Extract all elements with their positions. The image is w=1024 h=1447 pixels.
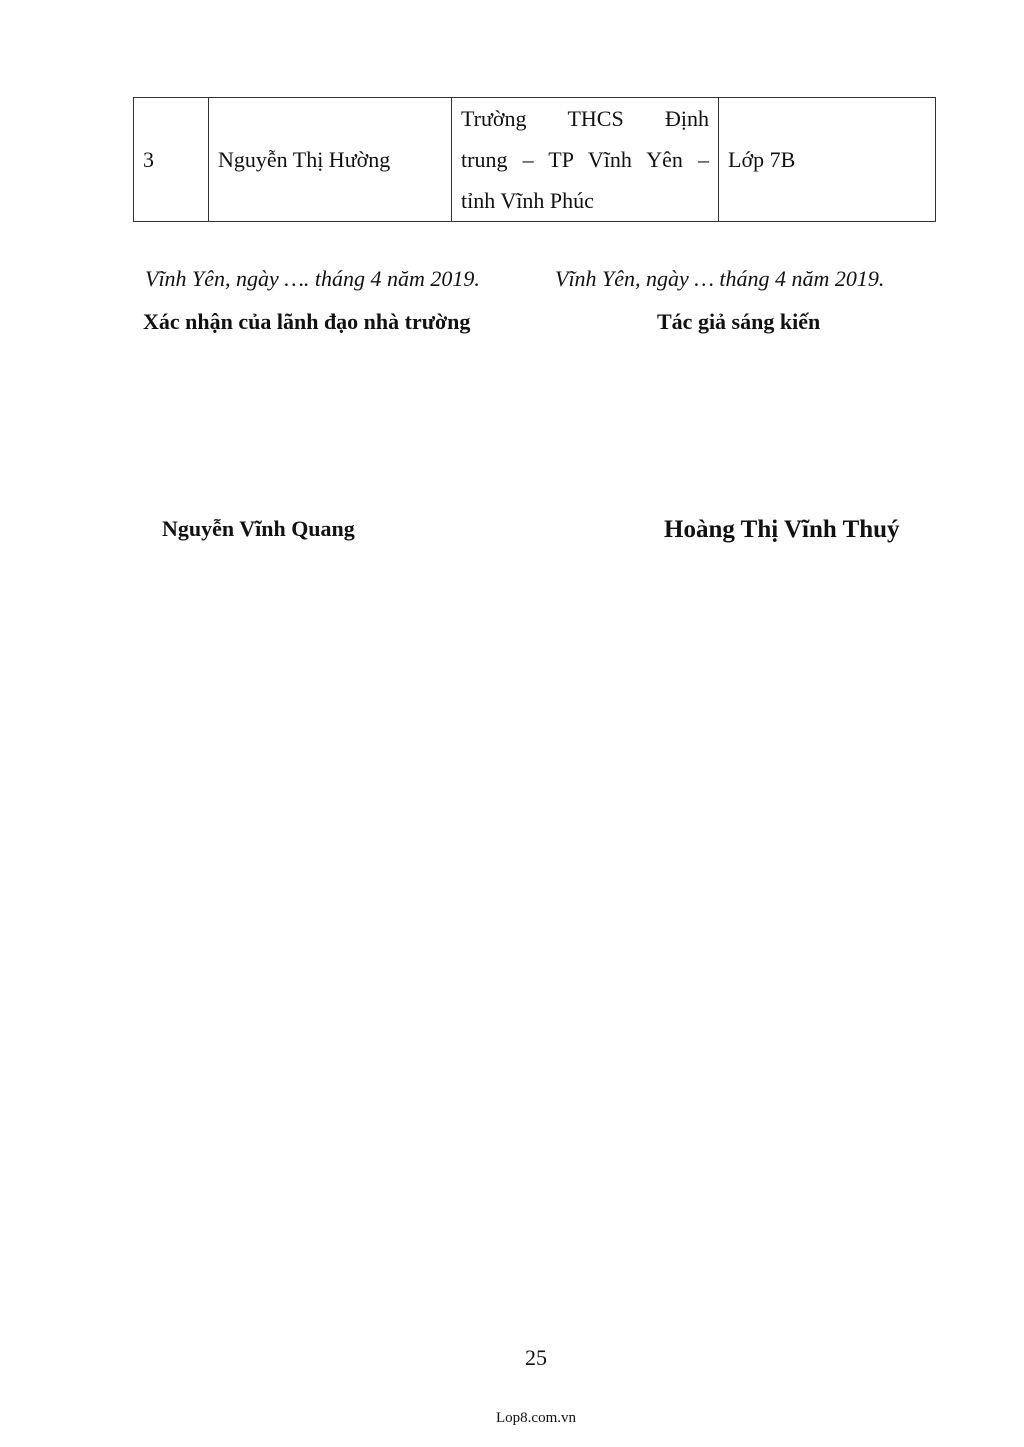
participants-table [133,97,936,222]
left-role: Xác nhận của lãnh đạo nhà trường [143,309,471,334]
left-date: Vĩnh Yên, ngày …. tháng 4 năm 2019. [145,266,480,291]
right-role: Tác giả sáng kiến [657,309,821,334]
cell-school [452,98,719,222]
cell-name: Nguyễn Thị Hường [209,98,452,222]
cell-class: Lớp 7B [719,98,936,222]
left-signer-name: Nguyễn Vĩnh Quang [162,516,355,541]
school-line: tỉnh Vĩnh Phúc [461,188,594,213]
footer-watermark: Lop8.com.vn [496,1410,576,1426]
school-line: trung – TP Vĩnh Yên – [461,147,709,172]
right-date: Vĩnh Yên, ngày … tháng 4 năm 2019. [555,266,885,291]
right-signer-name: Hoàng Thị Vĩnh Thuý [664,516,900,543]
page-number: 25 [525,1345,547,1370]
table-row [134,98,936,222]
school-line: Trường THCS Định [461,106,709,131]
cell-stt: 3 [134,98,209,222]
